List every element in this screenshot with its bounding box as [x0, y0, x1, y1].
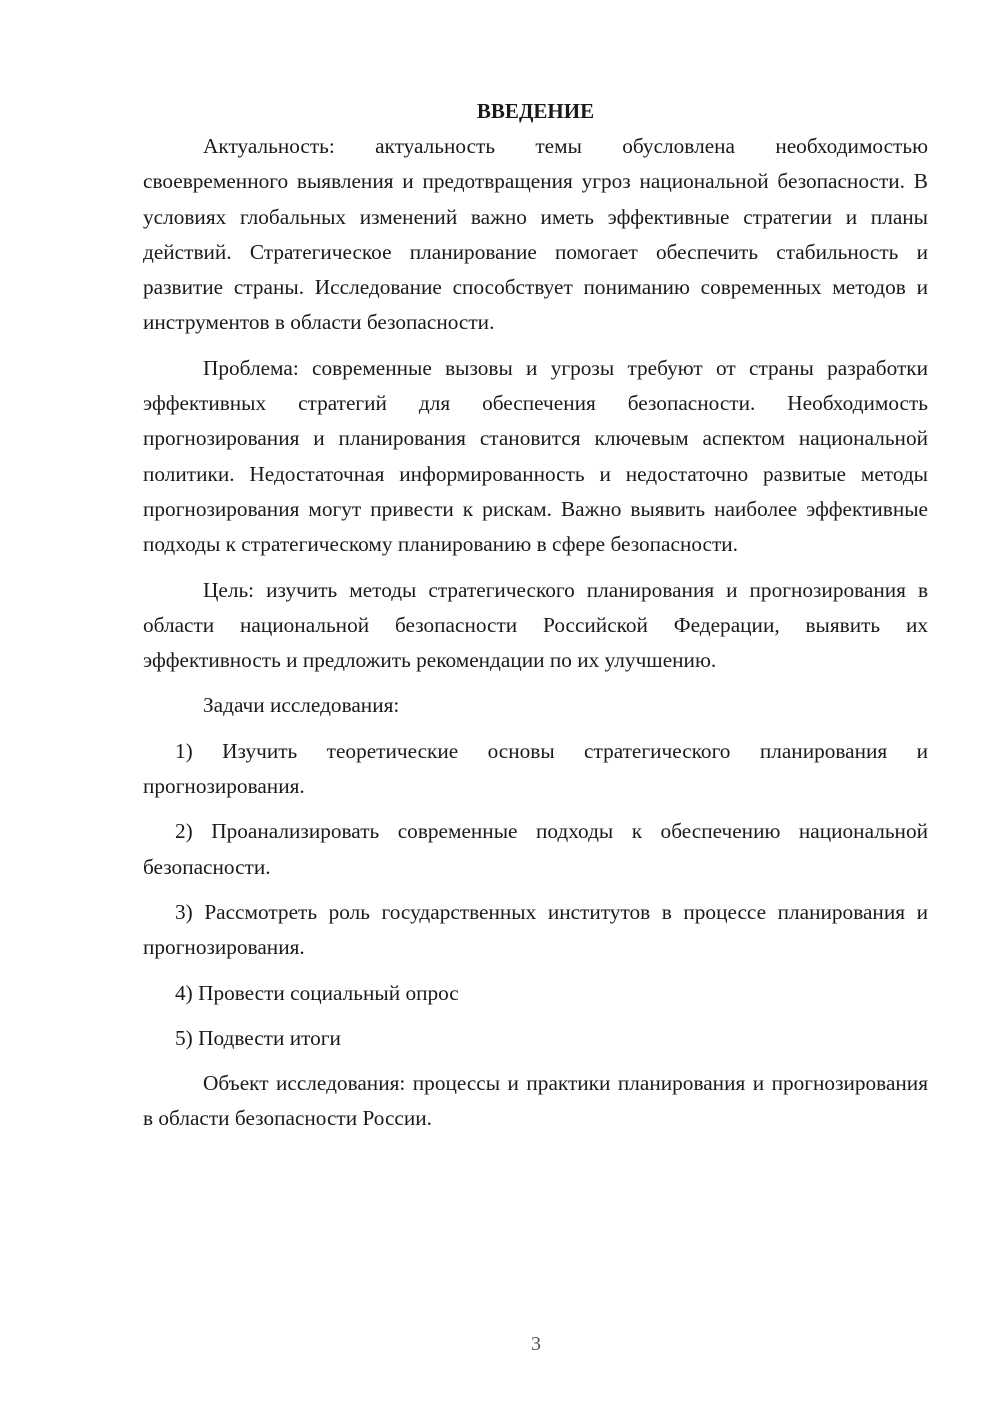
object-paragraph: Объект исследования: процессы и практики планирования и прогнозирования в области безопасности России. [143, 1071, 928, 1131]
problem-paragraph: Проблема: современные вызовы и угрозы требуют от страны разработки эффективных стратегий для обеспечения безопасности. Необходимость прогнозирования и планирования становится ключевым аспектом национальной политики. Недостаточная информированность и недостаточно развитые методы прогнозирования могут привести к рискам. Важно выявить наиболее эффективные подходы к стратегическому планированию в сфере безопасности. [143, 355, 928, 557]
task-item: 4) Провести социальный опрос [175, 980, 459, 1005]
goal-paragraph: Цель: изучить методы стратегического планирования и прогнозирования в области национальной безопасности Российской Федерации, выявить их эффективность и предложить рекомендации по их улучшению. [143, 577, 928, 673]
relevance-paragraph: Актуальность: актуальность темы обусловлена необходимостью своевременного выявления и предотвращения угроз национальной безопасности. В условиях глобальных изменений важно иметь эффективные стратегии и планы действий. Стратегическое планирование помогает обеспечить стабильность и развитие страны. Исследование способствует пониманию современных методов и инструментов в области безопасности. [143, 134, 928, 335]
task-item: 2) Проанализировать современные подходы к обеспечению национальной безопасности. [143, 819, 928, 879]
document-page [143, 94, 928, 1147]
task-item: 3) Рассмотреть роль государственных институтов в процессе планирования и прогнозирования. [143, 899, 928, 960]
tasks-title: Задачи исследования: [203, 693, 400, 718]
section-heading: ВВЕДЕНИЕ [476, 99, 595, 123]
page-number: 3 [531, 1333, 541, 1355]
task-item: 1) Изучить теоретические основы стратегического планирования и прогнозирования. [143, 738, 928, 799]
task-item: 5) Подвести итоги [175, 1025, 341, 1050]
